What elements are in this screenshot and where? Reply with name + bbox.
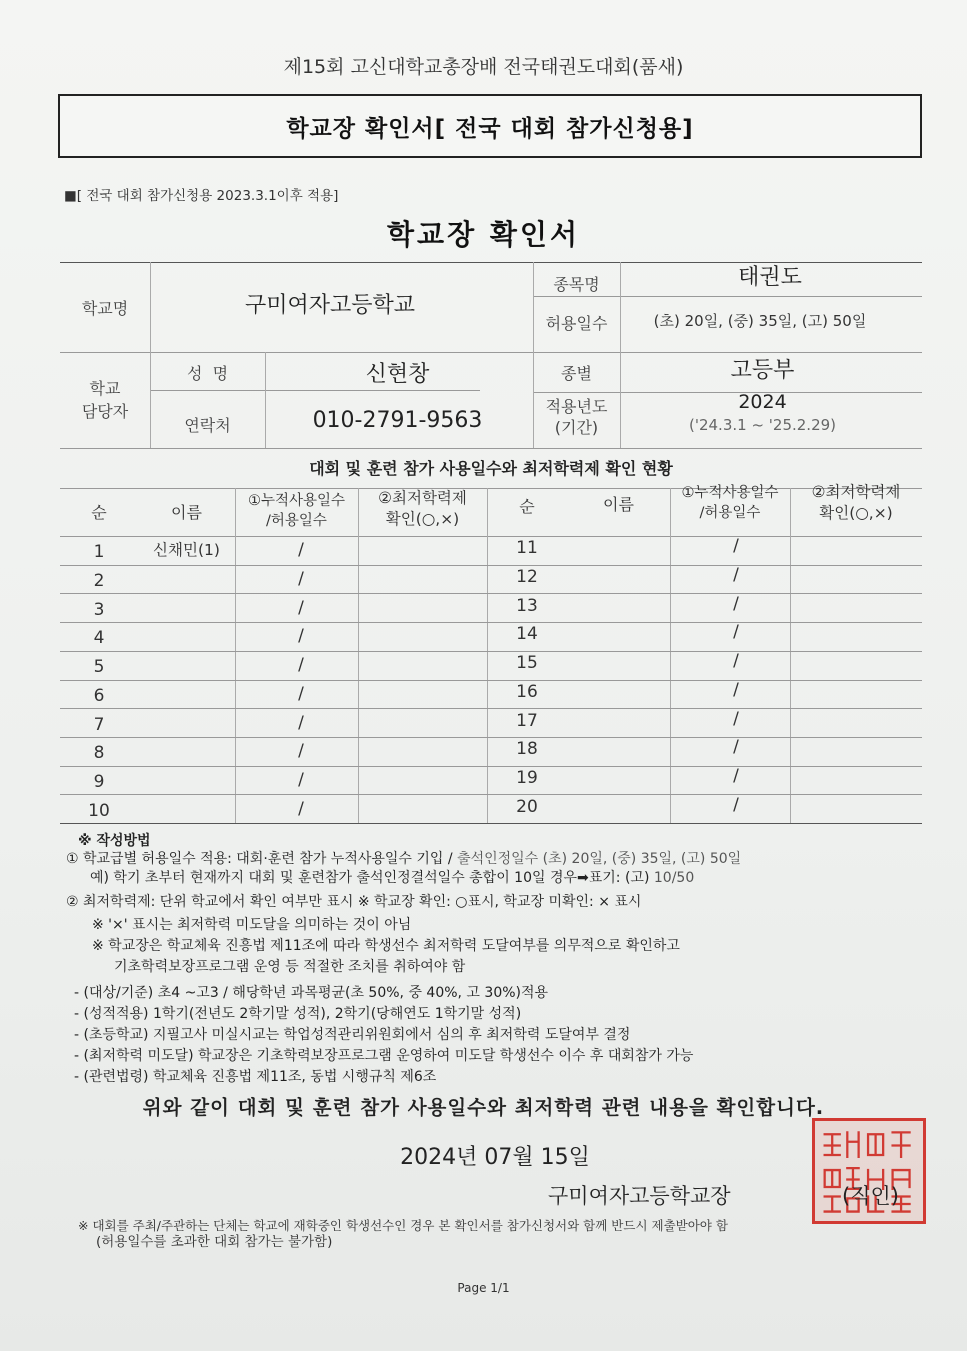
note-2: ② 최저학력제: 단위 학교에서 확인 여부만 표시 ※ 학교장 확인: ○표시, 학교장 미확인: × 표시 bbox=[66, 894, 642, 910]
signing-date: 2024년 07월 15일 bbox=[400, 1145, 590, 1170]
allowed-days-value: (초) 20일, (중) 35일, (고) 50일 bbox=[653, 311, 867, 330]
seal-mark: (직인) bbox=[842, 1184, 899, 1208]
row-days: / bbox=[298, 741, 304, 762]
contact-label: 연락처 bbox=[184, 415, 231, 435]
row-name bbox=[138, 592, 235, 621]
note-4: ※ 학교장은 학교체육 진흥법 제11조에 따라 학생선수 최저학력 도달여부를 의무적으로 확인하고 bbox=[92, 938, 680, 954]
row-name bbox=[567, 735, 670, 764]
row-name bbox=[138, 621, 235, 650]
row-days: / bbox=[733, 737, 739, 758]
row-number: 19 bbox=[516, 767, 538, 788]
sport-value: 태권도 bbox=[738, 264, 802, 290]
page-number: Page 1/1 bbox=[457, 1281, 510, 1295]
confirmation-statement: 위와 같이 대회 및 훈련 참가 사용일수와 최저학력 관련 내용을 확인합니다. bbox=[142, 1096, 825, 1119]
row-number: 14 bbox=[516, 624, 538, 645]
row-name bbox=[138, 765, 235, 794]
sport-label: 종목명 bbox=[553, 274, 600, 294]
row-days: / bbox=[733, 622, 739, 643]
detail-3: - (초등학교) 지필고사 미실시교는 학업성적관리위원회에서 심의 후 최저학력 도달여부 결정 bbox=[74, 1027, 631, 1043]
header-name-right: 이름 bbox=[603, 495, 634, 515]
row-days: / bbox=[733, 708, 739, 729]
note-3: ※ '×' 표시는 최저학력 미도달을 의미하는 것이 아님 bbox=[92, 917, 412, 933]
row-number: 6 bbox=[93, 685, 105, 706]
row-days: / bbox=[298, 655, 304, 676]
header-seq-left: 순 bbox=[91, 503, 107, 523]
row-days: / bbox=[733, 679, 739, 700]
school-name-label: 학교명 bbox=[81, 298, 129, 318]
detail-2: - (성적적용) 1학기(전년도 2학기말 성적), 2학기(당해연도 1학기말 성적) bbox=[74, 1006, 522, 1022]
bottom-note bbox=[78, 1218, 918, 1252]
row-days: / bbox=[298, 712, 304, 733]
header-name-left: 이름 bbox=[171, 503, 202, 523]
row-number: 13 bbox=[516, 595, 538, 616]
note-5: 기초학력보장프로그램 운영 등 적절한 조치를 취하여야 함 bbox=[114, 959, 466, 975]
row-days: / bbox=[298, 569, 304, 590]
row-days: / bbox=[733, 536, 739, 557]
school-manager-label: 학교 담당자 bbox=[81, 378, 129, 421]
bottom-note-line-1: ※ 대회를 주최/주관하는 단체는 학교에 재학중인 학생선수인 경우 본 확인서를 참가신청서와 함께 반드시 제출받아야 함 bbox=[78, 1218, 728, 1233]
row-days: / bbox=[298, 540, 304, 561]
manager-name-value: 신현창 bbox=[365, 361, 430, 387]
header-seq-right: 순 bbox=[519, 497, 535, 517]
row-number: 15 bbox=[516, 653, 538, 674]
note-1-example-value: 10/50 bbox=[653, 870, 695, 886]
row-days: / bbox=[733, 794, 739, 815]
row-days: / bbox=[298, 626, 304, 647]
detail-5: - (관련법령) 학교체육 진흥법 제11조, 동법 시행규칙 제6조 bbox=[74, 1069, 437, 1085]
row-name bbox=[567, 534, 670, 563]
note-1-days: 출석인정일수 (초) 20일, (중) 35일, (고) 50일 bbox=[457, 851, 742, 867]
row-number: 20 bbox=[516, 796, 538, 817]
row-number: 10 bbox=[88, 800, 110, 821]
notes-heading: ※ 작성방법 bbox=[78, 833, 151, 849]
row-number: 17 bbox=[516, 710, 538, 731]
row-number: 1 bbox=[93, 542, 105, 563]
row-number: 16 bbox=[516, 681, 538, 702]
header-days-right: ①누적사용일수 /허용일수 bbox=[681, 485, 779, 521]
row-name bbox=[567, 591, 670, 620]
document-heading: 학교장 확인서 bbox=[386, 218, 581, 251]
row-name bbox=[138, 736, 235, 765]
row-number: 9 bbox=[93, 771, 105, 792]
principal-name: 구미여자고등학교장 bbox=[548, 1184, 731, 1208]
school-name-value: 구미여자고등학교 bbox=[244, 292, 416, 318]
row-name bbox=[138, 650, 235, 679]
header-grade-right: ②최저학력제 확인(○,×) bbox=[811, 483, 901, 522]
apply-period-value: ('24.3.1 ~ '25.2.29) bbox=[688, 416, 837, 434]
row-days: / bbox=[298, 798, 304, 819]
row-days: / bbox=[298, 683, 304, 704]
note-1-text: ① 학교급별 허용일수 적용: 대회·훈련 참가 누적사용일수 기입 / bbox=[66, 851, 458, 867]
apply-note: ■[ 전국 대회 참가신청용 2023.3.1이후 적용] bbox=[64, 188, 339, 204]
event-title: 제15회 고신대학교총장배 전국태권도대회(품새) bbox=[283, 56, 684, 78]
row-name bbox=[567, 649, 670, 678]
row-number: 5 bbox=[93, 657, 105, 678]
detail-4: - (최저학력 미도달) 학교장은 기초학력보장프로그램 운영하여 미도달 학생선수 이수 후 대회참가 가능 bbox=[74, 1048, 694, 1064]
detail-1: - (대상/기준) 초4 ~고3 / 해당학년 과목평균(초 50%, 중 40%, 고 30%)적용 bbox=[74, 985, 549, 1001]
bottom-note-line-2: (허용일수를 초과한 대회 참가는 불가함) bbox=[96, 1234, 333, 1251]
row-name bbox=[138, 564, 235, 593]
apply-year-value: 2024 bbox=[738, 391, 787, 413]
note-1 bbox=[66, 850, 741, 868]
row-number: 4 bbox=[93, 628, 105, 649]
manager-name-label: 성 명 bbox=[186, 363, 229, 383]
apply-year-label: 적용년도 (기간) bbox=[545, 397, 608, 437]
note-1-example bbox=[90, 869, 694, 887]
row-number: 2 bbox=[93, 571, 105, 592]
row-name bbox=[138, 793, 235, 822]
row-number: 12 bbox=[516, 567, 538, 588]
row-name bbox=[567, 706, 670, 735]
row-days: / bbox=[733, 565, 739, 586]
row-days: / bbox=[298, 597, 304, 618]
row-name bbox=[567, 678, 670, 707]
row-number: 11 bbox=[516, 538, 538, 559]
category-label: 종별 bbox=[561, 363, 592, 383]
row-days: / bbox=[733, 593, 739, 614]
row-name bbox=[567, 563, 670, 592]
table-title: 대회 및 훈련 참가 사용일수와 최저학력제 확인 현황 bbox=[309, 458, 673, 478]
row-number: 18 bbox=[516, 739, 538, 760]
row-number: 8 bbox=[93, 743, 105, 764]
contact-value: 010-2791-9563 bbox=[312, 407, 483, 433]
row-name bbox=[567, 792, 670, 821]
row-name bbox=[567, 620, 670, 649]
row-days: / bbox=[733, 765, 739, 786]
allowed-days-label: 허용일수 bbox=[545, 313, 608, 333]
row-name bbox=[567, 764, 670, 793]
header-days-left: ①누적사용일수 /허용일수 bbox=[247, 493, 346, 529]
row-name: 신채민(1) bbox=[153, 541, 220, 560]
row-name bbox=[138, 707, 235, 736]
row-number: 3 bbox=[93, 599, 105, 620]
header-grade-left: ②최저학력제 확인(○,×) bbox=[378, 489, 467, 528]
row-days: / bbox=[733, 651, 739, 672]
row-days: / bbox=[298, 769, 304, 790]
row-number: 7 bbox=[93, 714, 105, 735]
category-value: 고등부 bbox=[730, 357, 795, 383]
row-name bbox=[138, 679, 235, 708]
form-title-box: 학교장 확인서[ 전국 대회 참가신청용] bbox=[58, 94, 922, 158]
note-1-example-text: 예) 학기 초부터 현재까지 대회 및 훈련참가 출석인정결석일수 총합이 10일 경우➡표기: (고) bbox=[90, 870, 650, 886]
